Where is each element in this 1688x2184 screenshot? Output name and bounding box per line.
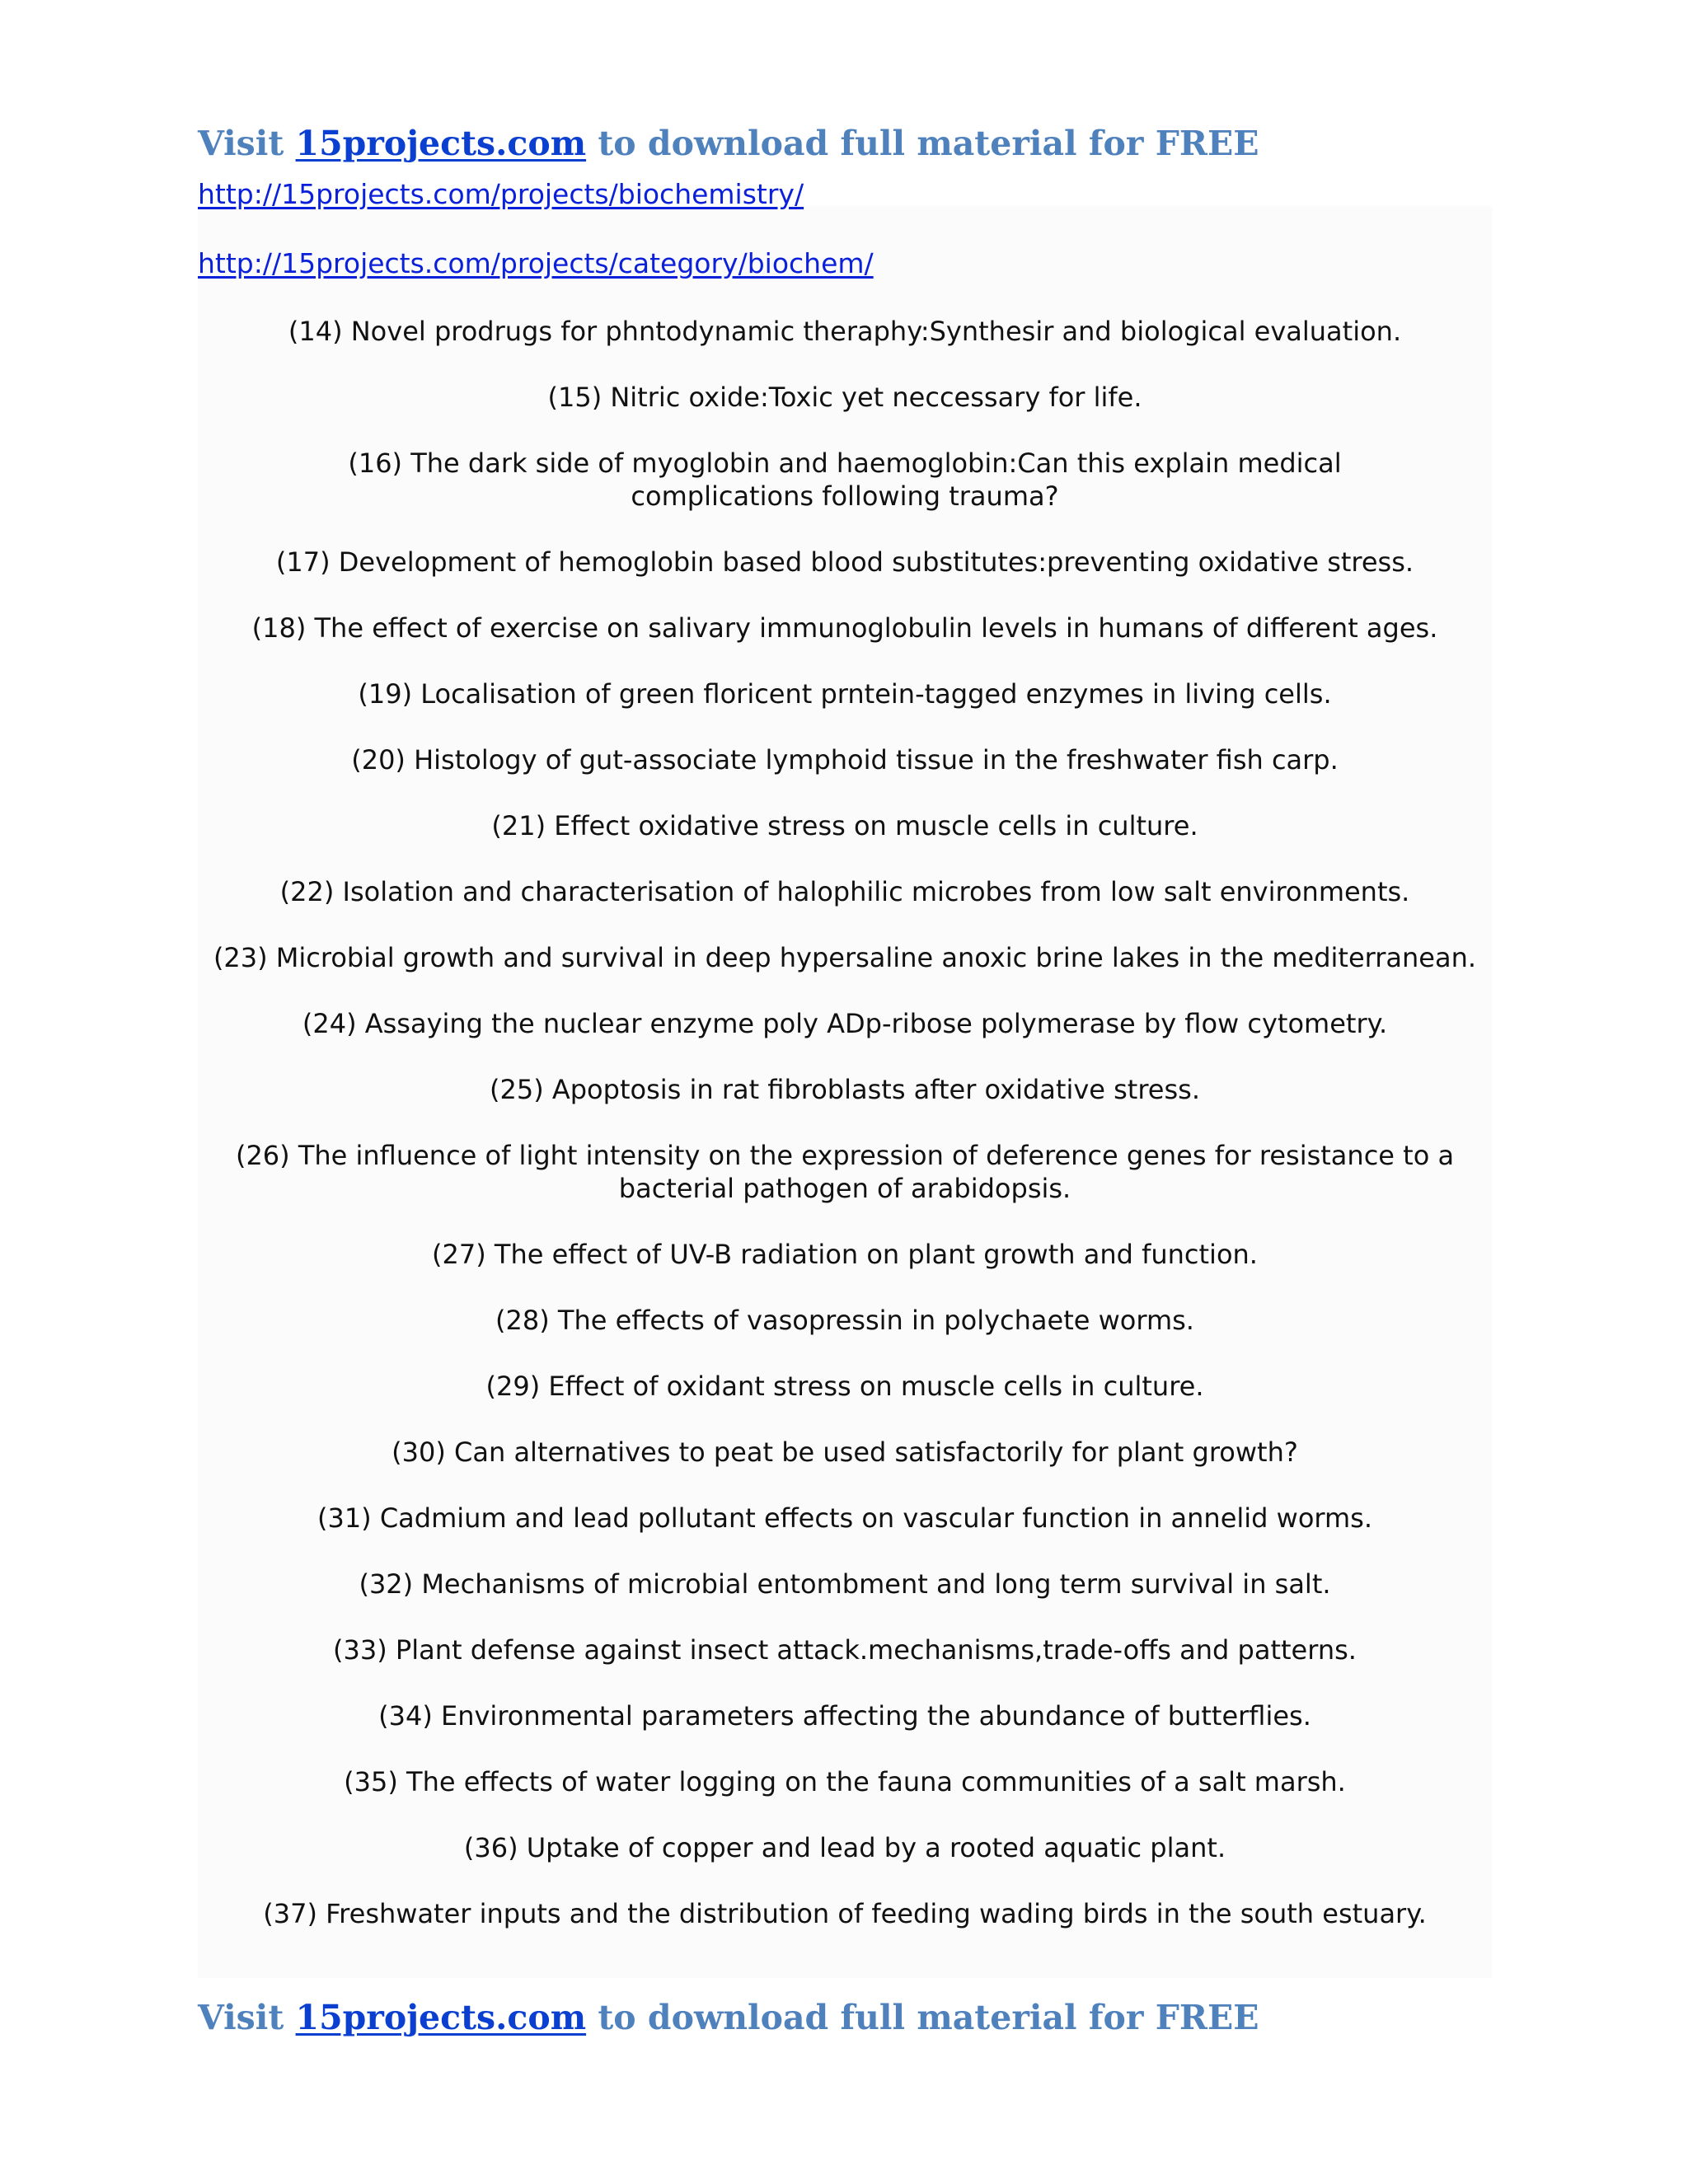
banner-suffix-text: to download full material for FREE <box>586 1998 1259 2037</box>
topic-item: (25) Apoptosis in rat fibroblasts after oxidative stress. <box>489 1074 1200 1105</box>
topic-item: (37) Freshwater inputs and the distribution of feeding wading birds in the south estuary. <box>263 1898 1427 1929</box>
banner-bottom <box>198 1998 1259 2037</box>
topic-list <box>198 315 1492 1963</box>
topic-item: (26) The influence of light intensity on the expression of deference genes for resistance to a bacterial pathogen of arabidopsis. <box>235 1140 1455 1204</box>
topic-item: (27) The effect of UV-B radiation on plant growth and function. <box>432 1239 1258 1270</box>
topic-item: (35) The effects of water logging on the fauna communities of a salt marsh. <box>344 1766 1346 1797</box>
url-link-biochemistry[interactable]: http://15projects.com/projects/biochemistry/ <box>198 178 804 210</box>
banner-top <box>198 124 1259 163</box>
topic-item: (30) Can alternatives to peat be used satisfactorily for plant growth? <box>392 1436 1298 1468</box>
topic-item: (21) Effect oxidative stress on muscle cells in culture. <box>491 810 1198 841</box>
topic-item: (34) Environmental parameters affecting the abundance of butterflies. <box>378 1700 1311 1732</box>
topic-item: (28) The effects of vasopressin in polychaete worms. <box>495 1305 1194 1336</box>
topic-item: (22) Isolation and characterisation of halophilic microbes from low salt environments. <box>279 876 1410 907</box>
banner-suffix-text: to download full material for FREE <box>586 124 1259 163</box>
topic-item: (19) Localisation of green floricent prntein-tagged enzymes in living cells. <box>358 678 1332 710</box>
topic-item: (36) Uptake of copper and lead by a rooted aquatic plant. <box>463 1832 1226 1863</box>
topic-item: (16) The dark side of myoglobin and haemoglobin:Can this explain medical complications following trauma? <box>348 448 1342 512</box>
topic-item: (31) Cadmium and lead pollutant effects on vascular function in annelid worms. <box>316 1502 1373 1534</box>
topic-item: (24) Assaying the nuclear enzyme poly ADp-ribose polymerase by flow cytometry. <box>302 1008 1388 1039</box>
banner-visit-text: Visit <box>198 124 296 163</box>
topic-item: (29) Effect of oxidant stress on muscle cells in culture. <box>485 1371 1204 1402</box>
banner-site-link[interactable]: 15projects.com <box>295 1998 587 2037</box>
topic-item: (17) Development of hemoglobin based blood substitutes:preventing oxidative stress. <box>275 546 1414 578</box>
banner-visit-text: Visit <box>198 1998 296 2037</box>
topic-item: (32) Mechanisms of microbial entombment and long term survival in salt. <box>359 1568 1331 1600</box>
banner-site-link[interactable]: 15projects.com <box>295 124 587 163</box>
topic-item: (18) The effect of exercise on salivary immunoglobulin levels in humans of different ages. <box>251 612 1438 644</box>
topic-item: (15) Nitric oxide:Toxic yet neccessary for life. <box>547 382 1142 413</box>
url-link-category-biochem[interactable]: http://15projects.com/projects/category/biochem/ <box>198 247 874 279</box>
topic-item: (23) Microbial growth and survival in deep hypersaline anoxic brine lakes in the mediterranean. <box>213 942 1477 973</box>
topic-item: (14) Novel prodrugs for phntodynamic theraphy:Synthesir and biological evaluation. <box>288 316 1402 347</box>
topic-item: (33) Plant defense against insect attack.mechanisms,trade-offs and patterns. <box>333 1634 1357 1666</box>
topic-item: (20) Histology of gut-associate lymphoid tissue in the freshwater fish carp. <box>351 744 1339 776</box>
